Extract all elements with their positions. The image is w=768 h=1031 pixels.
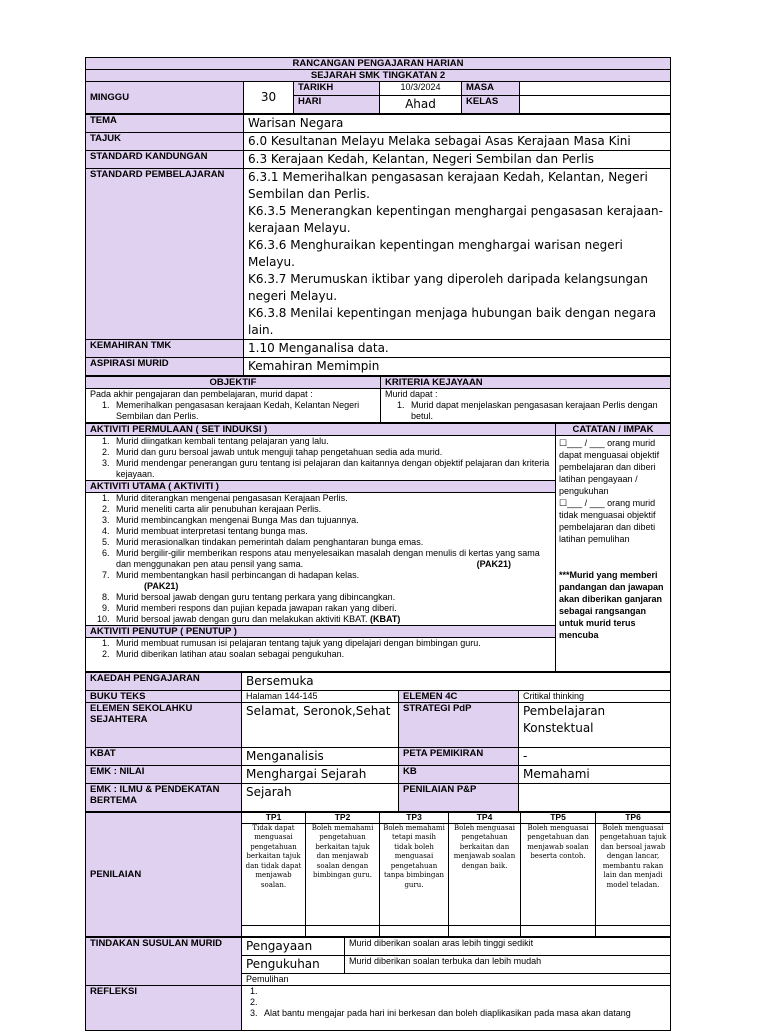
standard-kandungan-value: 6.3 Kerajaan Kedah, Kelantan, Negeri Sembilan dan Perlis (244, 151, 671, 169)
buku-teks-label: BUKU TEKS (86, 691, 242, 703)
tema-value: Warisan Negara (244, 115, 671, 133)
objektif-content (86, 389, 381, 423)
list-item: 2. Murid dan guru bersoal jawab untuk menguji tahap pengetahuan sedia ada murid. (112, 447, 551, 458)
catatan-line: ☐___ / ___ orang murid tidak menguasai objektif pembelajaran dan dibeti latihan pemulihan (559, 498, 656, 544)
pengayaan-label: Pengayaan (242, 937, 345, 955)
tajuk-value: 6.0 Kesultanan Melayu Melaka sebagai Asas Kerajaan Masa Kini (244, 133, 671, 151)
tp-desc: Boleh menguasai pengetahuan berkaitan dan menjawab soalan dengan baik. (449, 823, 521, 925)
sp-item: K6.3.8 Menilai kepentingan menjaga hubungan baik dengan negara lain. (248, 306, 657, 337)
objektif-item: 1. Memerihalkan pengasasan kerajaan Kedah, Kelantan Negeri Sembilan dan Perlis. (112, 400, 376, 422)
sejahtera-label: ELEMEN SEKOLAHKU SEJAHTERA (86, 703, 242, 748)
list-item (112, 570, 551, 592)
list-item: 2. Murid meneliti carta alir penubuhan kerajaan Perlis. (112, 504, 551, 515)
tajuk-label: TAJUK (86, 133, 244, 151)
list-item: 3. Alat bantu mengajar pada hari ini berkesan dan boleh diaplikasikan pada masa akan datang (260, 1008, 666, 1019)
masa-label: MASA (462, 82, 520, 96)
kriteria-intro: Murid dapat : (385, 389, 438, 399)
pak21-tag: (PAK21) (476, 559, 511, 569)
objective-table (85, 376, 671, 423)
standard-pembelajaran-label: STANDARD PEMBELAJARAN (86, 169, 244, 340)
list-item: 2. Murid diberikan latihan atau soalan sebagai pengukuhan. (112, 649, 551, 660)
pak21-tag: (PAK21) (144, 581, 179, 591)
tp-desc: Boleh memahami tetapi masih tidak boleh menguasai pengetahuan tanpa bimbingan guru. (380, 823, 449, 925)
strategi-label: STRATEGI PdP (399, 703, 519, 748)
ilmu-label: EMK : ILMU & PENDEKATAN BERTEMA (86, 784, 242, 812)
hari-value: Ahad (380, 96, 462, 114)
list-item: 1. Murid diterangkan mengenai pengasasan Kerajaan Perlis. (112, 493, 551, 504)
page-title: RANCANGAN PENGAJARAN HARIAN (86, 58, 671, 70)
list-item: 4. Murid membuat interpretasi tentang bunga mas. (112, 526, 551, 537)
penilaian-label: PENILAIAN (86, 813, 242, 937)
activities-table (85, 423, 671, 672)
list-item-text: Murid bergilir-gilir memberikan respons atau menyelesaikan masalah dengan menulis di kertas yang sama dan menggunakan pen atau pensil yang sama. (116, 548, 540, 569)
susulan-table (85, 937, 671, 1031)
list-item-text: Murid membentangkan hasil perbincangan di hadapan kelas. (116, 570, 360, 580)
catatan-content (556, 436, 671, 672)
list-item: 9. Murid memberi respons dan pujian kepada jawapan rakan yang diberi. (112, 603, 551, 614)
standard-kandungan-label: STANDARD KANDUNGAN (86, 151, 244, 169)
kb-label: KB (399, 766, 519, 784)
list-item-text: Murid bersoal jawab dengan guru dan melakukan aktiviti KBAT. (116, 614, 368, 624)
sejahtera-value: Selamat, Seronok,Sehat (242, 703, 399, 748)
utama-list (86, 493, 556, 626)
penutup-label: AKTIVITI PENUTUP ( PENUTUP ) (86, 626, 556, 638)
tp-desc: Boleh memahami pengetahuan berkaitan tajuk dan menjawab soalan dengan bimbingan guru. (306, 823, 380, 925)
pengukuhan-label: Pengukuhan (242, 955, 345, 973)
penutup-list (86, 638, 556, 672)
refleksi-label: REFLEKSI (86, 985, 242, 1030)
elements-table (85, 672, 671, 812)
tmk-value: 1.10 Menganalisa data. (244, 340, 671, 358)
tarikh-value: 10/3/2024 (380, 82, 462, 96)
ilmu-value: Sejarah (242, 784, 399, 812)
minggu-value: 30 (244, 82, 294, 114)
permulaan-list (86, 436, 556, 481)
tp-header: TP1 (242, 813, 306, 824)
kriteria-content (381, 389, 671, 423)
buku-teks-value: Halaman 144-145 (242, 691, 399, 703)
kb-value: Memahami (519, 766, 671, 784)
kriteria-label: KRITERIA KEJAYAAN (381, 377, 671, 389)
hari-label: HARI (294, 96, 380, 114)
tp-desc: Tidak dapat menguasai pengetahuan berkaitan tajuk dan tidak dapat menjawab soalan. (242, 823, 306, 925)
list-item (112, 548, 551, 570)
kaedah-value: Bersemuka (242, 673, 671, 691)
aspirasi-value: Kemahiran Memimpin (244, 358, 671, 376)
kbat-tag: (KBAT) (370, 614, 401, 624)
tarikh-label: TARIKH (294, 82, 380, 96)
tp-header: TP3 (380, 813, 449, 824)
sp-item: K6.3.6 Menghuraikan kepentingan menghargai warisan negeri Melayu. (248, 238, 623, 269)
lesson-plan-document (85, 57, 670, 1031)
list-item (260, 986, 666, 997)
minggu-label: MINGGU (86, 82, 244, 114)
strategi-value: Pembelajaran Konstektual (519, 703, 671, 748)
penilaian-table (85, 812, 671, 937)
tp-header: TP4 (449, 813, 521, 824)
elemen-4c-label: ELEMEN 4C (399, 691, 519, 703)
page-subtitle: SEJARAH SMK TINGKATAN 2 (86, 70, 671, 82)
penilaian-pp-label: PENILAIAN P&P (399, 784, 519, 812)
sp-item: 6.3.1 Memerihalkan pengasasan kerajaan Kedah, Kelantan, Negeri Sembilan dan Perlis. (248, 170, 648, 201)
peta-value: - (519, 748, 671, 766)
list-item: 3. Murid membincangkan mengenai Bunga Mas dan tujuannya. (112, 515, 551, 526)
list-item (260, 997, 666, 1008)
list-item: 1. Murid membuat rumusan isi pelajaran tentang tajuk yang dipelajari dengan bimbingan guru. (112, 638, 551, 649)
elemen-4c-value: Critikal thinking (519, 691, 671, 703)
kbat-value: Menganalisis (242, 748, 399, 766)
kbat-label: KBAT (86, 748, 242, 766)
permulaan-label: AKTIVITI PERMULAAN ( SET INDUKSI ) (86, 424, 556, 436)
objektif-label: OBJEKTIF (86, 377, 381, 389)
kaedah-label: KAEDAH PENGAJARAN (86, 673, 242, 691)
tp-header: TP5 (521, 813, 596, 824)
sp-item: K6.3.5 Menerangkan kepentingan menghargai pengasasan kerajaan-kerajaan Melayu. (248, 204, 663, 235)
utama-label: AKTIVITI UTAMA ( AKTIVITI ) (86, 481, 556, 493)
standards-table (85, 114, 671, 376)
objektif-intro: Pada akhir pengajaran dan pembelajaran, murid dapat : (90, 389, 313, 399)
header-table (85, 57, 671, 114)
catatan-line: ☐___ / ___ orang murid dapat menguasai objektif pembelajaran dan diberi latihan pengayaan / pengukuhan (559, 438, 660, 496)
kelas-label: KELAS (462, 96, 520, 114)
pengukuhan-value: Murid diberikan soalan terbuka dan lebih mudah (345, 955, 671, 973)
refleksi-list (242, 985, 671, 1030)
list-item: 1. Murid diingatkan kembali tentang pelajaran yang lalu. (112, 436, 551, 447)
list-item: 8. Murid bersoal jawab dengan guru tentang perkara yang dibincangkan. (112, 592, 551, 603)
tp-header: TP2 (306, 813, 380, 824)
tp-desc: Boleh menguasai pengetahuan dan menjawab soalan beserta contoh. (521, 823, 596, 925)
peta-label: PETA PEMIKIRAN (399, 748, 519, 766)
kelas-value (520, 96, 671, 114)
pengayaan-value: Murid diberikan soalan aras lebih tinggi sedikit (345, 937, 671, 955)
sp-item: K6.3.7 Merumuskan iktibar yang diperoleh daripada kelangsungan negeri Melayu. (248, 272, 649, 303)
list-item: 3. Murid mendengar penerangan guru tentang isi pelajaran dan kaitannya dengan objektif pelajaran dan kriteria kejayaan. (112, 458, 551, 480)
tema-label: TEMA (86, 115, 244, 133)
masa-value (520, 82, 671, 96)
aspirasi-label: ASPIRASI MURID (86, 358, 244, 376)
kriteria-item: 1. Murid dapat menjelaskan pengasasan kerajaan Perlis dengan betul. (407, 400, 666, 422)
nilai-value: Menghargai Sejarah (242, 766, 399, 784)
catatan-label: CATATAN / IMPAK (556, 424, 671, 436)
nilai-label: EMK : NILAI (86, 766, 242, 784)
standard-pembelajaran-list (244, 169, 671, 340)
list-item: 5. Murid merasionalkan tindakan pemerintah dalam penghantaran bunga emas. (112, 537, 551, 548)
tp-desc: Boleh menguasai pengetahuan tajuk dan bersoal jawab dengan lancar, membantu rakan lain dan menjadi model teladan. (596, 823, 671, 925)
pemulihan-label: Pemulihan (242, 973, 671, 985)
susulan-label: TINDAKAN SUSULAN MURID (86, 937, 242, 985)
tmk-label: KEMAHIRAN TMK (86, 340, 244, 358)
catatan-note: ***Murid yang memberi pandangan dan jawapan akan diberikan ganjaran sebagai rangsangan untuk murid terus mencuba (559, 570, 664, 640)
tp-header: TP6 (596, 813, 671, 824)
list-item (112, 614, 551, 625)
